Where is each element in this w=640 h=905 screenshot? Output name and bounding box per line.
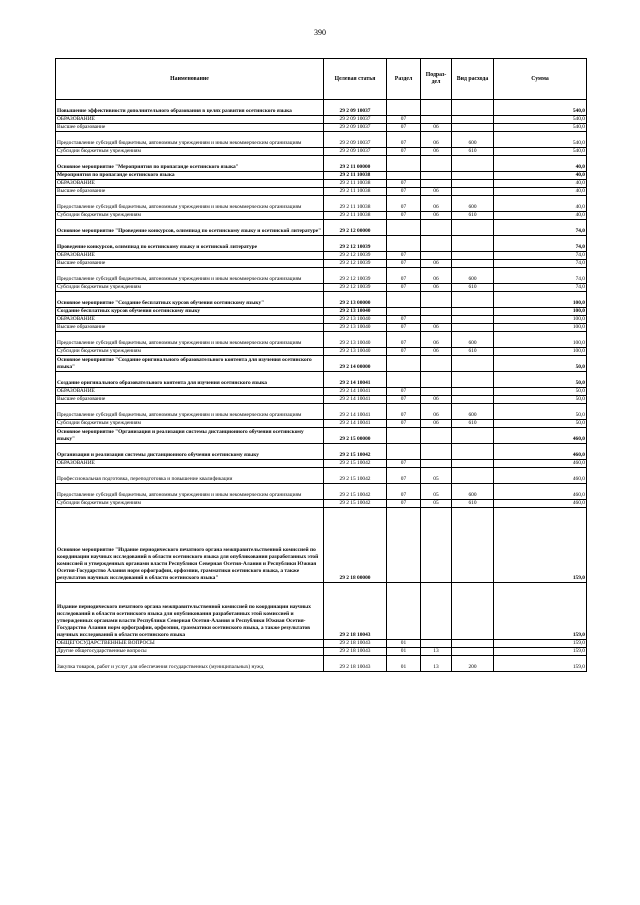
cell-expense-type <box>452 252 494 260</box>
cell-section: 07 <box>387 484 421 500</box>
cell-subsection <box>421 172 452 180</box>
cell-section: 01 <box>387 640 421 648</box>
table-row <box>56 308 587 316</box>
cell-name: Предоставление субсидий бюджетным, автономным учреждениям и иным некоммерческим организациям <box>56 196 324 212</box>
cell-sum: 50,0 <box>494 356 587 372</box>
cell-expense-type <box>452 124 494 132</box>
cell-name: ОБРАЗОВАНИЕ <box>56 460 324 468</box>
cell-sum: 50,0 <box>494 420 587 428</box>
table-header-row <box>56 59 587 100</box>
cell-target-article: 29 2 15 10042 <box>324 468 387 484</box>
cell-target-article: 29 2 18 10043 <box>324 583 387 640</box>
cell-sum: 50,0 <box>494 372 587 388</box>
page-number: 390 <box>314 28 326 37</box>
cell-expense-type <box>452 648 494 656</box>
cell-section: 07 <box>387 460 421 468</box>
cell-expense-type: 600 <box>452 332 494 348</box>
cell-subsection: 06 <box>421 404 452 420</box>
cell-section: 07 <box>387 284 421 292</box>
table-row <box>56 252 587 260</box>
table-row <box>56 324 587 332</box>
cell-sum: 74,0 <box>494 252 587 260</box>
cell-section: 07 <box>387 468 421 484</box>
cell-section: 07 <box>387 324 421 332</box>
cell-name: Субсидии бюджетным учреждениям <box>56 500 324 508</box>
cell-section <box>387 356 421 372</box>
cell-section <box>387 100 421 116</box>
cell-sum: 40,0 <box>494 188 587 196</box>
cell-expense-type <box>452 428 494 444</box>
cell-name: Предоставление субсидий бюджетным, автономным учреждениям и иным некоммерческим организациям <box>56 268 324 284</box>
cell-target-article: 29 2 18 10043 <box>324 640 387 648</box>
cell-subsection: 05 <box>421 468 452 484</box>
cell-expense-type: 200 <box>452 656 494 672</box>
table-row <box>56 196 587 212</box>
cell-expense-type <box>452 640 494 648</box>
cell-section: 07 <box>387 132 421 148</box>
cell-target-article: 29 2 13 10040 <box>324 332 387 348</box>
cell-target-article: 29 2 11 10038 <box>324 172 387 180</box>
cell-subsection: 13 <box>421 648 452 656</box>
cell-section: 07 <box>387 252 421 260</box>
cell-expense-type <box>452 388 494 396</box>
cell-target-article: 29 2 11 10038 <box>324 212 387 220</box>
table-row <box>56 508 587 583</box>
cell-expense-type <box>452 460 494 468</box>
cell-section <box>387 428 421 444</box>
cell-expense-type <box>452 324 494 332</box>
cell-target-article: 29 2 13 10040 <box>324 348 387 356</box>
cell-target-article: 29 2 14 10041 <box>324 404 387 420</box>
cell-subsection <box>421 180 452 188</box>
cell-subsection: 13 <box>421 656 452 672</box>
cell-name: Высшее образование <box>56 124 324 132</box>
cell-target-article: 29 2 12 00000 <box>324 220 387 236</box>
cell-subsection: 06 <box>421 284 452 292</box>
cell-sum: 74,0 <box>494 220 587 236</box>
cell-sum: 40,0 <box>494 156 587 172</box>
table-row <box>56 372 587 388</box>
cell-expense-type <box>452 444 494 460</box>
cell-subsection <box>421 428 452 444</box>
table-row <box>56 132 587 148</box>
cell-sum: 460,0 <box>494 468 587 484</box>
cell-name: Проведение конкурсов, олимпиад по осетинскому языку и осетинской литературе <box>56 236 324 252</box>
table-row <box>56 348 587 356</box>
cell-target-article: 29 2 11 10038 <box>324 196 387 212</box>
table-row <box>56 172 587 180</box>
table-row <box>56 220 587 236</box>
cell-subsection: 06 <box>421 260 452 268</box>
cell-name: Субсидии бюджетным учреждениям <box>56 348 324 356</box>
cell-expense-type <box>452 188 494 196</box>
cell-name: Мероприятия по пропаганде осетинского языка <box>56 172 324 180</box>
cell-name: Создание бесплатных курсов обучения осетинскому языку <box>56 308 324 316</box>
cell-target-article: 29 2 13 10040 <box>324 316 387 324</box>
cell-target-article: 29 2 09 10037 <box>324 100 387 116</box>
cell-subsection <box>421 444 452 460</box>
cell-name: Высшее образование <box>56 324 324 332</box>
cell-subsection: 06 <box>421 396 452 404</box>
cell-section: 07 <box>387 500 421 508</box>
cell-target-article: 29 2 15 10042 <box>324 484 387 500</box>
cell-target-article: 29 2 15 10042 <box>324 460 387 468</box>
cell-subsection: 06 <box>421 132 452 148</box>
cell-sum: 540,0 <box>494 100 587 116</box>
cell-expense-type <box>452 508 494 583</box>
cell-name: Профессиональная подготовка, переподготовка и повышение квалификации <box>56 468 324 484</box>
cell-expense-type: 610 <box>452 500 494 508</box>
cell-expense-type <box>452 172 494 180</box>
table-row <box>56 428 587 444</box>
table-row <box>56 396 587 404</box>
cell-target-article: 29 2 12 10039 <box>324 268 387 284</box>
cell-target-article: 29 2 15 10042 <box>324 444 387 460</box>
cell-name: Высшее образование <box>56 188 324 196</box>
cell-name: Субсидии бюджетным учреждениям <box>56 284 324 292</box>
cell-name: Издание периодического печатного органа межправительственной комиссией по координации научных исследований в области осетинского языка для опубликования разработанных этой комиссией и утвержденных органами власти Республики Северная Осетия-Алания и Республики Южная Осетия-Государство Алания норм орфографии, орфоэпии, грамматики осетинского языка, а также результатов научных исследований в области осетинского языка <box>56 583 324 640</box>
cell-expense-type <box>452 316 494 324</box>
cell-expense-type: 610 <box>452 348 494 356</box>
table-row <box>56 236 587 252</box>
cell-section: 07 <box>387 260 421 268</box>
cell-target-article: 29 2 18 00000 <box>324 508 387 583</box>
cell-subsection <box>421 236 452 252</box>
cell-subsection <box>421 116 452 124</box>
cell-subsection <box>421 156 452 172</box>
cell-target-article: 29 2 15 00000 <box>324 428 387 444</box>
cell-name: Основное мероприятие "Издание периодического печатного органа межправительственной комиссией по координации научных исследований в области осетинского языка для опубликования разработанных этой комиссией и утвержденных органами власти Республики Северная Осетия-Алания и Республики Южная Осетия-Государство Алания норм орфографии, орфоэпии, грамматики осетинского языка, а также результатов научных исследований в области осетинского языка" <box>56 508 324 583</box>
cell-subsection <box>421 640 452 648</box>
cell-name: Предоставление субсидий бюджетным, автономным учреждениям и иным некоммерческим организациям <box>56 404 324 420</box>
cell-name: Высшее образование <box>56 260 324 268</box>
cell-subsection <box>421 100 452 116</box>
cell-target-article: 29 2 14 00000 <box>324 356 387 372</box>
cell-section <box>387 236 421 252</box>
cell-subsection: 05 <box>421 500 452 508</box>
cell-name: ОБРАЗОВАНИЕ <box>56 180 324 188</box>
table-row <box>56 124 587 132</box>
table-row <box>56 420 587 428</box>
table-row <box>56 116 587 124</box>
cell-name: ОБРАЗОВАНИЕ <box>56 252 324 260</box>
cell-section: 01 <box>387 656 421 672</box>
cell-sum: 74,0 <box>494 260 587 268</box>
cell-section <box>387 583 421 640</box>
cell-name: Основное мероприятие "Создание оригинального образовательного контента для изучения осетинского языка" <box>56 356 324 372</box>
cell-name: Создание оригинального образовательного контента для изучения осетинского языка <box>56 372 324 388</box>
cell-target-article: 29 2 18 10043 <box>324 648 387 656</box>
cell-name: ОБЩЕГОСУДАРСТВЕННЫЕ ВОПРОСЫ <box>56 640 324 648</box>
cell-section: 07 <box>387 420 421 428</box>
cell-name: Субсидии бюджетным учреждениям <box>56 148 324 156</box>
cell-sum: 100,0 <box>494 292 587 308</box>
cell-sum: 100,0 <box>494 348 587 356</box>
table-row <box>56 640 587 648</box>
cell-subsection: 06 <box>421 188 452 196</box>
cell-sum: 50,0 <box>494 388 587 396</box>
cell-expense-type <box>452 156 494 172</box>
cell-sum: 159,0 <box>494 583 587 640</box>
cell-name: Основное мероприятие "Мероприятия по пропаганде осетинского языка" <box>56 156 324 172</box>
cell-sum: 74,0 <box>494 268 587 284</box>
cell-name: Повышение эффективности дополнительного образования в целях развития осетинского языка <box>56 100 324 116</box>
cell-section <box>387 372 421 388</box>
header-sum: Сумма <box>494 59 587 100</box>
cell-section: 07 <box>387 148 421 156</box>
cell-sum: 100,0 <box>494 332 587 348</box>
cell-subsection <box>421 356 452 372</box>
cell-subsection: 06 <box>421 420 452 428</box>
cell-sum: 40,0 <box>494 180 587 188</box>
header-target-article: Целевая статья <box>324 59 387 100</box>
table-row <box>56 468 587 484</box>
cell-subsection: 06 <box>421 148 452 156</box>
table-row <box>56 656 587 672</box>
cell-section: 07 <box>387 404 421 420</box>
table-row <box>56 332 587 348</box>
header-subsection: Подраз-дел <box>421 59 452 100</box>
cell-expense-type: 600 <box>452 484 494 500</box>
table-row <box>56 212 587 220</box>
cell-sum: 460,0 <box>494 500 587 508</box>
cell-expense-type <box>452 100 494 116</box>
cell-sum: 50,0 <box>494 396 587 404</box>
cell-name: Предоставление субсидий бюджетным, автономным учреждениям и иным некоммерческим организациям <box>56 332 324 348</box>
table-row <box>56 500 587 508</box>
cell-expense-type <box>452 583 494 640</box>
cell-target-article: 29 2 14 10041 <box>324 420 387 428</box>
table-row <box>56 648 587 656</box>
cell-target-article: 29 2 12 10039 <box>324 260 387 268</box>
cell-section: 07 <box>387 116 421 124</box>
cell-target-article: 29 2 12 10039 <box>324 236 387 252</box>
table-row <box>56 583 587 640</box>
cell-expense-type <box>452 396 494 404</box>
cell-section: 07 <box>387 396 421 404</box>
table-row <box>56 156 587 172</box>
cell-expense-type: 610 <box>452 284 494 292</box>
cell-expense-type <box>452 220 494 236</box>
cell-sum: 40,0 <box>494 172 587 180</box>
table-row <box>56 388 587 396</box>
table-row <box>56 460 587 468</box>
cell-target-article: 29 2 14 10041 <box>324 388 387 396</box>
cell-sum: 159,0 <box>494 656 587 672</box>
cell-name: ОБРАЗОВАНИЕ <box>56 316 324 324</box>
cell-subsection: 06 <box>421 124 452 132</box>
cell-sum: 74,0 <box>494 284 587 292</box>
cell-sum: 460,0 <box>494 444 587 460</box>
cell-section <box>387 508 421 583</box>
cell-subsection: 05 <box>421 484 452 500</box>
table-row <box>56 444 587 460</box>
cell-sum: 40,0 <box>494 212 587 220</box>
cell-subsection <box>421 220 452 236</box>
cell-expense-type: 600 <box>452 196 494 212</box>
cell-subsection: 06 <box>421 348 452 356</box>
cell-target-article: 29 2 09 10037 <box>324 124 387 132</box>
cell-target-article: 29 2 09 10037 <box>324 116 387 124</box>
cell-section <box>387 156 421 172</box>
cell-subsection <box>421 583 452 640</box>
budget-table <box>55 58 587 672</box>
cell-section <box>387 292 421 308</box>
cell-sum: 460,0 <box>494 428 587 444</box>
cell-section <box>387 220 421 236</box>
cell-sum: 540,0 <box>494 148 587 156</box>
cell-target-article: 29 2 12 10039 <box>324 252 387 260</box>
cell-target-article: 29 2 13 10040 <box>324 324 387 332</box>
cell-expense-type <box>452 116 494 124</box>
cell-expense-type: 610 <box>452 148 494 156</box>
cell-section: 07 <box>387 212 421 220</box>
table-row <box>56 148 587 156</box>
cell-subsection: 06 <box>421 212 452 220</box>
cell-subsection <box>421 508 452 583</box>
cell-sum: 159,0 <box>494 640 587 648</box>
cell-name: Закупка товаров, работ и услуг для обеспечения государственных (муниципальных) нужд <box>56 656 324 672</box>
cell-target-article: 29 2 09 10037 <box>324 132 387 148</box>
cell-sum: 540,0 <box>494 116 587 124</box>
cell-name: ОБРАЗОВАНИЕ <box>56 388 324 396</box>
cell-sum: 40,0 <box>494 196 587 212</box>
cell-section: 07 <box>387 388 421 396</box>
table-row <box>56 260 587 268</box>
cell-target-article: 29 2 15 10042 <box>324 500 387 508</box>
cell-section <box>387 172 421 180</box>
cell-target-article: 29 2 11 00000 <box>324 156 387 172</box>
header-expense-type: Вид расхода <box>452 59 494 100</box>
table-row <box>56 268 587 284</box>
cell-expense-type <box>452 260 494 268</box>
cell-subsection <box>421 372 452 388</box>
cell-sum: 460,0 <box>494 484 587 500</box>
cell-expense-type <box>452 356 494 372</box>
table-row <box>56 484 587 500</box>
table-row <box>56 188 587 196</box>
cell-sum: 74,0 <box>494 236 587 252</box>
cell-subsection: 06 <box>421 332 452 348</box>
cell-target-article: 29 2 14 10041 <box>324 372 387 388</box>
cell-name: Основное мероприятие "Создание бесплатных курсов обучения осетинскому языку" <box>56 292 324 308</box>
cell-subsection <box>421 252 452 260</box>
cell-section: 07 <box>387 316 421 324</box>
cell-subsection: 06 <box>421 268 452 284</box>
cell-subsection <box>421 460 452 468</box>
table-row <box>56 100 587 116</box>
table-row <box>56 292 587 308</box>
table-row <box>56 284 587 292</box>
cell-name: Основное мероприятие "Проведение конкурсов, олимпиад по осетинскому языку и осетинской литературе" <box>56 220 324 236</box>
cell-subsection <box>421 292 452 308</box>
cell-section: 07 <box>387 332 421 348</box>
header-name: Наименование <box>56 59 324 100</box>
cell-target-article: 29 2 18 10043 <box>324 656 387 672</box>
cell-sum: 100,0 <box>494 316 587 324</box>
cell-sum: 50,0 <box>494 404 587 420</box>
cell-section: 07 <box>387 124 421 132</box>
cell-subsection <box>421 308 452 316</box>
table-row <box>56 356 587 372</box>
cell-subsection: 06 <box>421 324 452 332</box>
cell-expense-type: 600 <box>452 404 494 420</box>
header-section: Раздел <box>387 59 421 100</box>
cell-sum: 100,0 <box>494 324 587 332</box>
cell-name: ОБРАЗОВАНИЕ <box>56 116 324 124</box>
cell-expense-type <box>452 180 494 188</box>
cell-sum: 460,0 <box>494 460 587 468</box>
cell-expense-type: 610 <box>452 212 494 220</box>
cell-expense-type <box>452 372 494 388</box>
cell-name: Предоставление субсидий бюджетным, автономным учреждениям и иным некоммерческим организациям <box>56 132 324 148</box>
cell-subsection: 06 <box>421 196 452 212</box>
cell-name: Организация и реализация системы дистанционного обучения осетинскому языку <box>56 444 324 460</box>
cell-sum: 159,0 <box>494 648 587 656</box>
cell-name: Субсидии бюджетным учреждениям <box>56 212 324 220</box>
cell-name: Основное мероприятие "Организация и реализация системы дистанционного обучения осетинскому языку" <box>56 428 324 444</box>
cell-sum: 540,0 <box>494 132 587 148</box>
cell-name: Высшее образование <box>56 396 324 404</box>
cell-section: 01 <box>387 648 421 656</box>
cell-target-article: 29 2 09 10037 <box>324 148 387 156</box>
cell-target-article: 29 2 12 10039 <box>324 284 387 292</box>
cell-name: Другие общегосударственные вопросы <box>56 648 324 656</box>
cell-expense-type <box>452 468 494 484</box>
cell-section <box>387 308 421 316</box>
cell-expense-type <box>452 236 494 252</box>
cell-target-article: 29 2 11 10038 <box>324 180 387 188</box>
cell-section: 07 <box>387 196 421 212</box>
cell-target-article: 29 2 13 00000 <box>324 292 387 308</box>
cell-sum: 100,0 <box>494 308 587 316</box>
cell-section <box>387 444 421 460</box>
cell-sum: 540,0 <box>494 124 587 132</box>
cell-target-article: 29 2 14 10041 <box>324 396 387 404</box>
table-body <box>56 100 587 672</box>
cell-subsection <box>421 388 452 396</box>
table-row <box>56 316 587 324</box>
cell-expense-type: 610 <box>452 420 494 428</box>
cell-expense-type <box>452 308 494 316</box>
cell-subsection <box>421 316 452 324</box>
cell-sum: 159,0 <box>494 508 587 583</box>
cell-section: 07 <box>387 180 421 188</box>
cell-section: 07 <box>387 188 421 196</box>
cell-target-article: 29 2 13 10040 <box>324 308 387 316</box>
cell-expense-type <box>452 292 494 308</box>
cell-name: Предоставление субсидий бюджетным, автономным учреждениям и иным некоммерческим организациям <box>56 484 324 500</box>
cell-target-article: 29 2 11 10038 <box>324 188 387 196</box>
table-row <box>56 404 587 420</box>
cell-section: 07 <box>387 348 421 356</box>
cell-expense-type: 600 <box>452 268 494 284</box>
table-row <box>56 180 587 188</box>
cell-section: 07 <box>387 268 421 284</box>
cell-expense-type: 600 <box>452 132 494 148</box>
cell-name: Субсидии бюджетным учреждениям <box>56 420 324 428</box>
